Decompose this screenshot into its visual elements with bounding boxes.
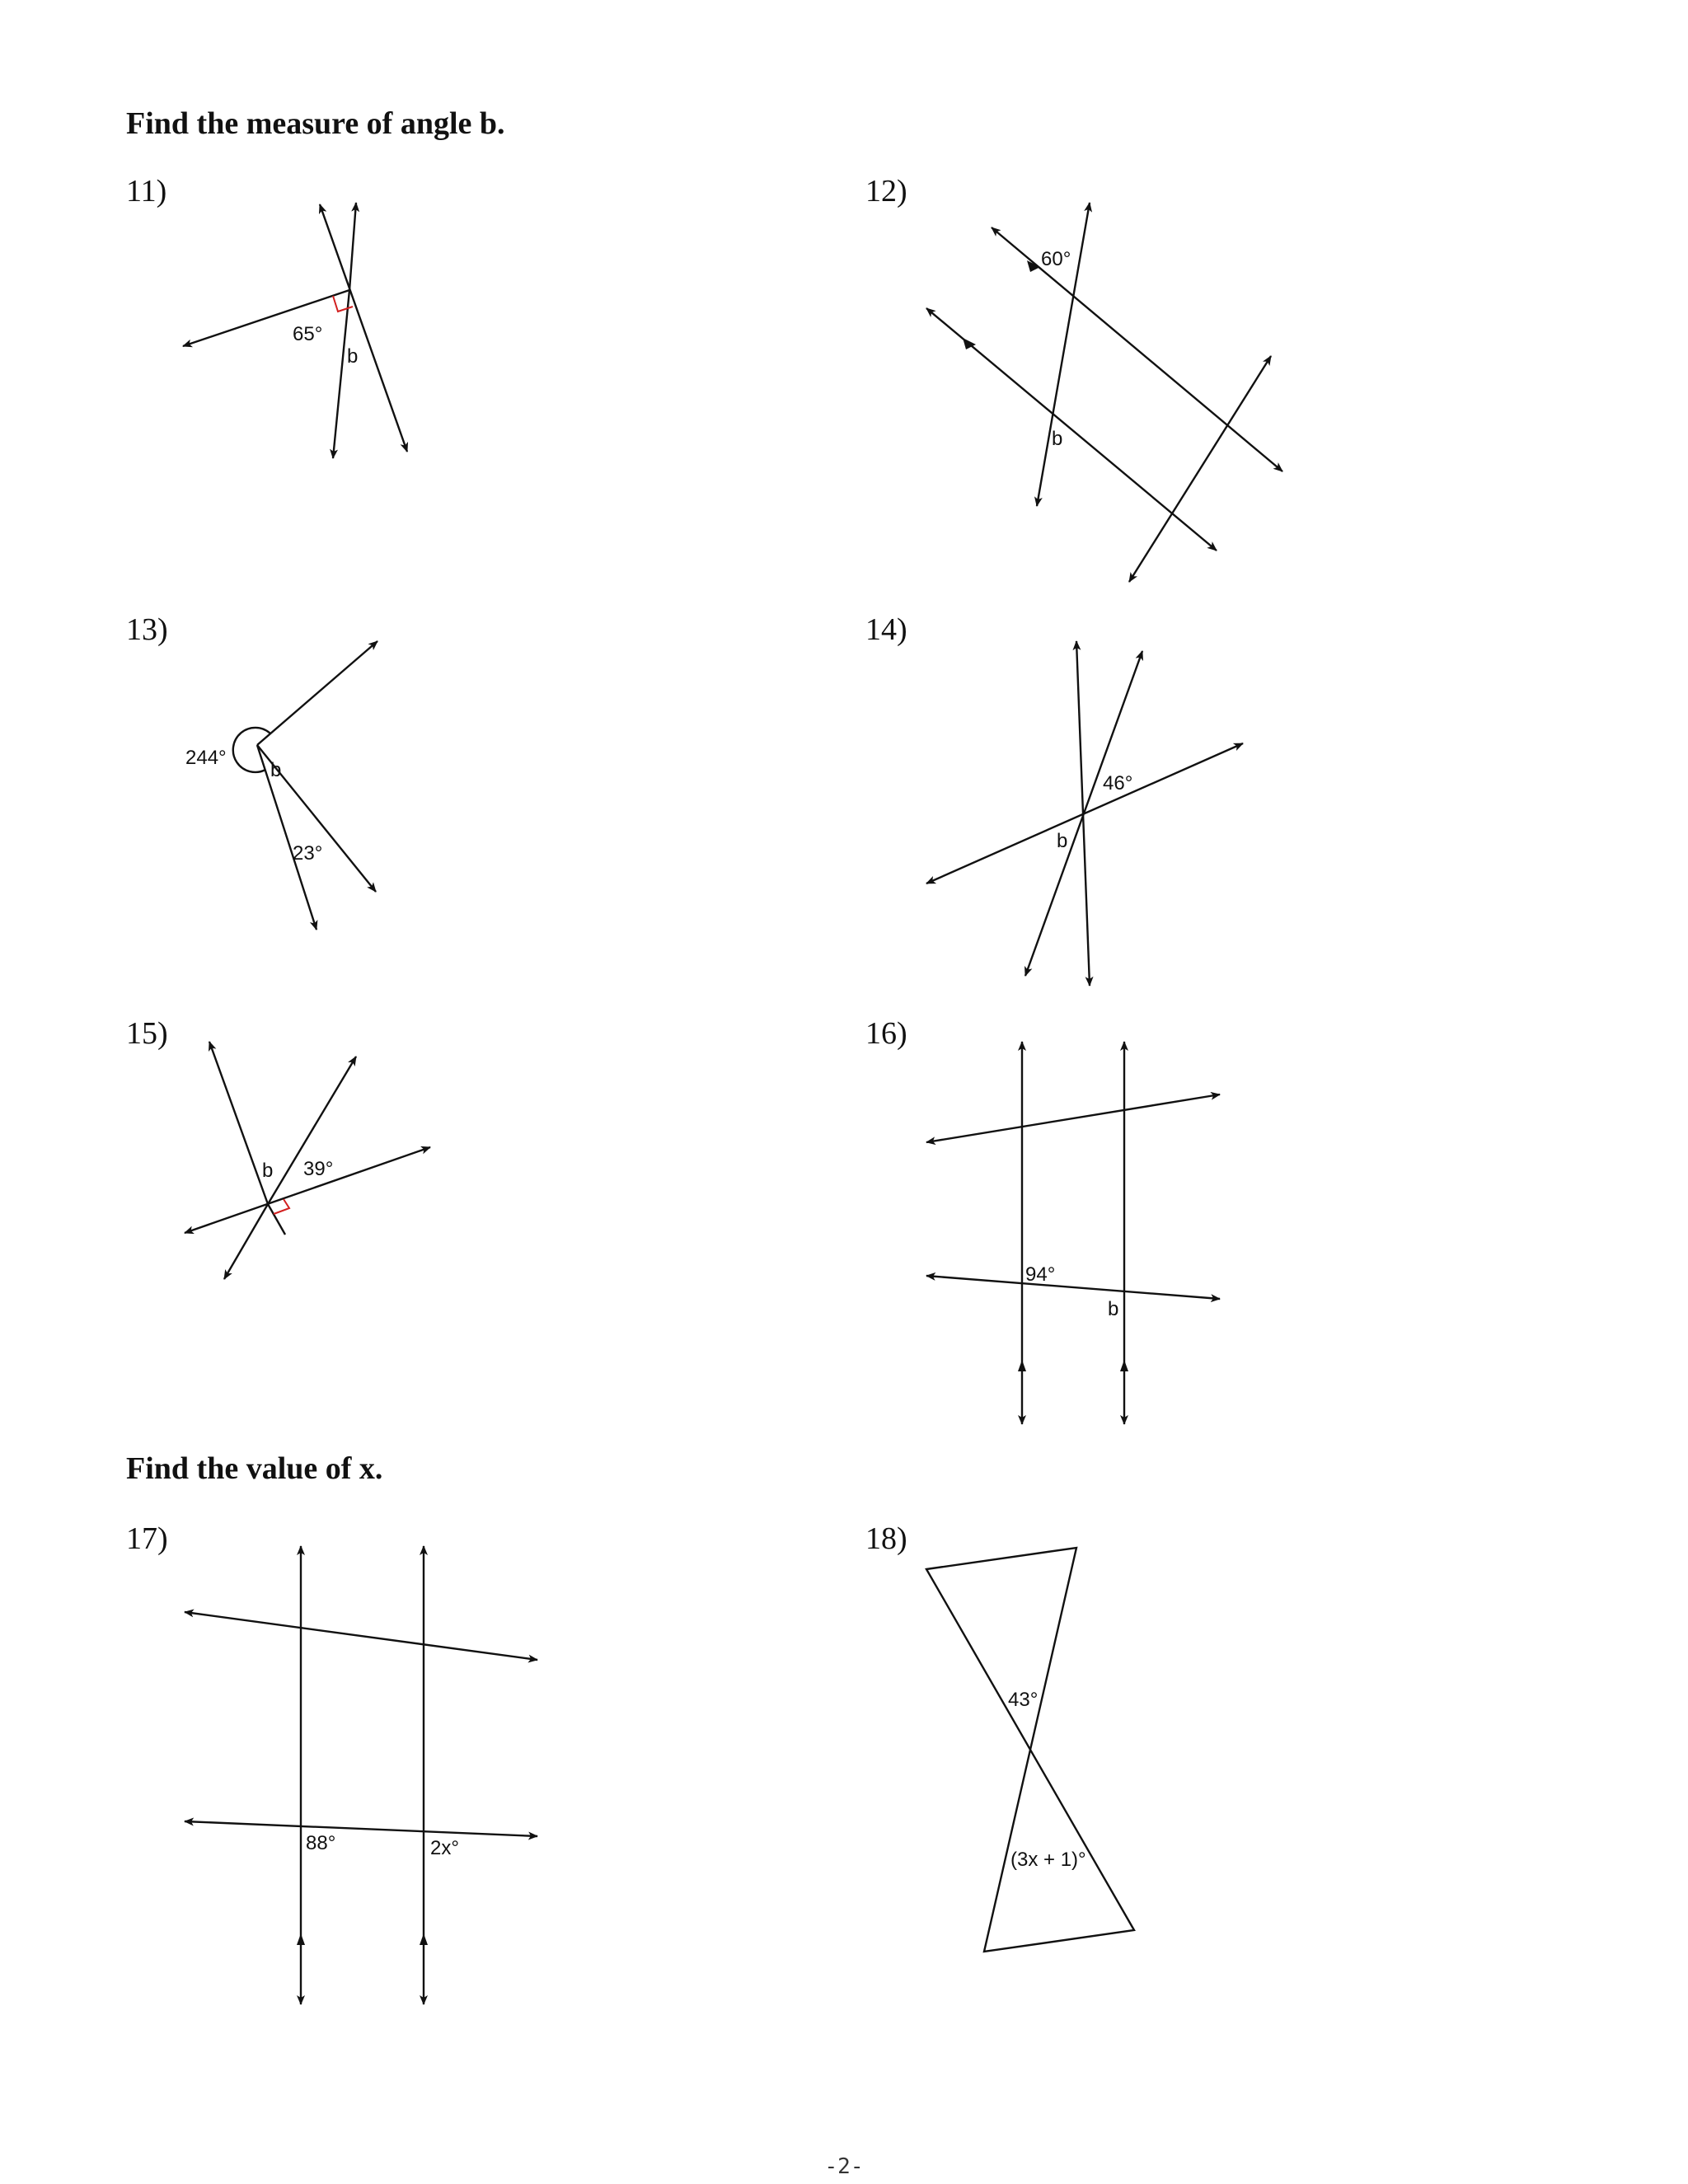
p17-transversal-lower bbox=[185, 1821, 537, 1836]
problem-13-figure bbox=[185, 641, 377, 930]
p11-ray-up bbox=[349, 203, 356, 290]
p17-angle-label: 88° bbox=[306, 1832, 336, 1854]
p14-line-slanted bbox=[1025, 651, 1142, 976]
p12-angle-label: 60° bbox=[1041, 248, 1071, 270]
p15-perpendicular-segment bbox=[268, 1204, 285, 1235]
problem-16-number: 16) bbox=[865, 1016, 907, 1051]
problem-16-figure bbox=[926, 1042, 1220, 1424]
problem-15-number: 15) bbox=[126, 1016, 168, 1051]
p11-b-label: b bbox=[347, 345, 359, 368]
problem-12-number: 12) bbox=[865, 174, 907, 209]
p15-ray-upper-right bbox=[268, 1057, 356, 1204]
section-heading-value-x: Find the value of x. bbox=[126, 1451, 383, 1486]
p15-angle-label: 39° bbox=[303, 1158, 334, 1180]
p14-angle-label: 46° bbox=[1103, 772, 1133, 794]
p16-transversal-upper bbox=[926, 1094, 1220, 1142]
p13-ray-lower bbox=[257, 745, 316, 930]
p16-angle-label: 94° bbox=[1025, 1263, 1056, 1286]
p12-parallel-line-1 bbox=[992, 227, 1282, 471]
problem-14-number: 14) bbox=[865, 612, 907, 647]
problem-14-figure bbox=[926, 641, 1243, 986]
problem-17-number: 17) bbox=[126, 1521, 168, 1556]
p11-line bbox=[320, 204, 407, 452]
problem-13-number: 13) bbox=[126, 612, 168, 647]
problem-15-figure bbox=[185, 1042, 430, 1279]
problem-18-figure bbox=[926, 1548, 1134, 1952]
p11-ray-left bbox=[183, 290, 349, 346]
p18-angle-label: 43° bbox=[1008, 1689, 1039, 1711]
section-heading-angle-b: Find the measure of angle b. bbox=[126, 106, 505, 141]
p17-x-angle-label: 2x° bbox=[430, 1837, 459, 1859]
p16-b-label: b bbox=[1108, 1298, 1119, 1320]
p16-parallel-mark-1 bbox=[1018, 1360, 1026, 1371]
p13-angle-label: 23° bbox=[293, 842, 323, 865]
p17-parallel-mark-1 bbox=[297, 1933, 305, 1945]
p11-right-angle-mark bbox=[333, 296, 353, 312]
problem-18-number: 18) bbox=[865, 1521, 907, 1556]
p12-b-label: b bbox=[1052, 428, 1063, 450]
p13-b-label: b bbox=[270, 759, 282, 781]
problem-11-figure bbox=[183, 203, 407, 458]
p14-b-label: b bbox=[1057, 830, 1068, 852]
p18-bowtie-triangles bbox=[926, 1548, 1134, 1952]
p15-b-label: b bbox=[262, 1160, 274, 1182]
p18-x-angle-label: (3x + 1)° bbox=[1010, 1849, 1086, 1871]
problem-12-figure bbox=[926, 203, 1282, 582]
page-number: -2- bbox=[824, 2154, 864, 2179]
p16-parallel-mark-2 bbox=[1120, 1360, 1128, 1371]
p15-ray-upper-left bbox=[209, 1042, 268, 1204]
p16-transversal-lower bbox=[926, 1276, 1220, 1299]
p17-transversal-upper bbox=[185, 1612, 537, 1660]
p13-ray-upper bbox=[257, 641, 377, 745]
p11-ray-down bbox=[333, 290, 349, 458]
problem-17-figure bbox=[185, 1546, 537, 2004]
p13-reflex-angle-label: 244° bbox=[185, 747, 227, 769]
p12-transversal-2 bbox=[1129, 356, 1271, 582]
p17-parallel-mark-2 bbox=[420, 1933, 428, 1945]
p11-angle-label: 65° bbox=[293, 323, 323, 345]
p15-ray-lower-left bbox=[224, 1204, 268, 1279]
problem-11-number: 11) bbox=[126, 174, 167, 209]
